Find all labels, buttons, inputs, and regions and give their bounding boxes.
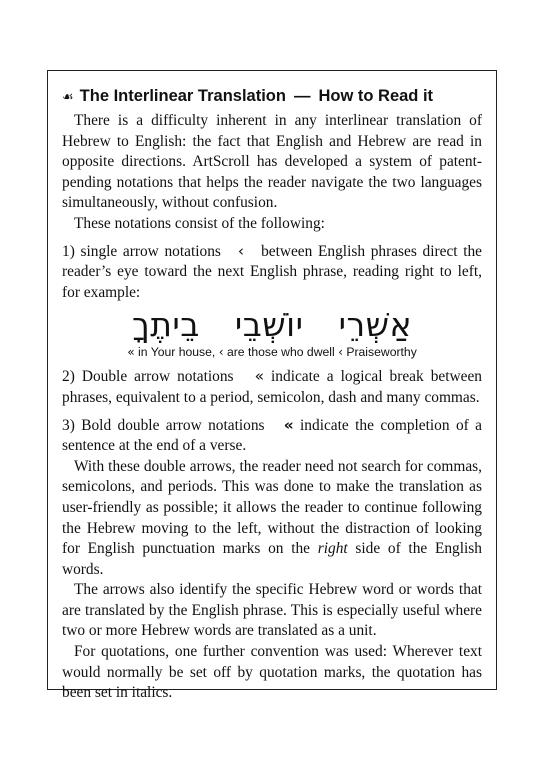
item2-prefix: 2) Double arrow notations	[62, 368, 234, 386]
double-arrows-text: With these double arrows, the reader need not search for commas, semicolons, and periods. This was done to make the translation as user-friendly as possible; it allows the reader to continue following the Hebrew moving to the left, without the distraction of looking for English punctuation marks on the	[62, 457, 482, 558]
hebrew-word: אַשְׁרֵי	[338, 305, 413, 345]
single-arrow-icon: ‹	[237, 241, 245, 260]
paragraph-quotations: For quotations, one further convention was used: Wherever text would normally be set off by quotation marks, the quotation has been set in italics.	[62, 643, 482, 702]
paragraph-item-1	[62, 241, 482, 304]
heading-dash: —	[293, 87, 311, 105]
item1-prefix: 1) single arrow notations	[62, 242, 221, 260]
single-arrow-icon: ‹	[338, 345, 343, 360]
paragraph-item-2	[62, 366, 482, 408]
item3-suffix: indicate the completion of a sentence at the end of a verse.	[62, 416, 482, 455]
paragraph-consist: These notations consist of the following:	[74, 214, 325, 232]
item3-prefix: 3) Bold double arrow notations	[62, 416, 265, 434]
hebrew-word: יוֹשְׁבֵי	[234, 305, 304, 345]
gloss-phrase: Praiseworthy	[346, 345, 417, 360]
double-arrows-end: side of the English words.	[62, 540, 482, 578]
item1-suffix: between English phrases direct the reader’s eye toward the next English phrase, reading right to left, for example:	[62, 242, 483, 301]
double-arrow-icon: «	[254, 367, 264, 386]
double-arrow-icon: «	[127, 345, 135, 360]
gloss-phrase: in Your house,	[138, 345, 216, 360]
paragraph-arrows-identify: The arrows also identify the specific Hebrew word or words that are translated by the English phrase. This is especially useful where two or more Hebrew words are translated as a unit.	[62, 581, 482, 640]
heading-part-2: How to Read it	[318, 87, 434, 105]
document-body	[62, 87, 482, 704]
paragraph-item-3	[62, 415, 482, 457]
section-heading	[62, 87, 482, 106]
heading-part-1: The Interlinear Translation	[79, 87, 286, 105]
single-arrow-icon: ‹	[218, 345, 224, 360]
english-gloss	[62, 344, 482, 360]
hebrew-example	[62, 306, 482, 344]
paragraph-double-arrows	[62, 457, 482, 581]
paragraph-intro: There is a difficulty inherent in any interlinear translation of Hebrew to English: the fact that English and Hebrew are read in opposite directions. ArtScroll has developed a system of patent-pending notations that helps the reader navigate the two languages simultaneously, without confusion.	[62, 112, 482, 212]
hebrew-word: בֵיתֶךָ	[131, 305, 200, 345]
item2-suffix: indicate a logical break between phrases, equivalent to a period, semicolon, dash and many commas.	[62, 368, 482, 406]
ornament-icon: ☙	[62, 88, 74, 104]
emphasis-right: right	[317, 540, 348, 558]
gloss-phrase: are those who dwell	[226, 345, 335, 360]
bold-double-arrow-icon: «	[283, 415, 294, 434]
